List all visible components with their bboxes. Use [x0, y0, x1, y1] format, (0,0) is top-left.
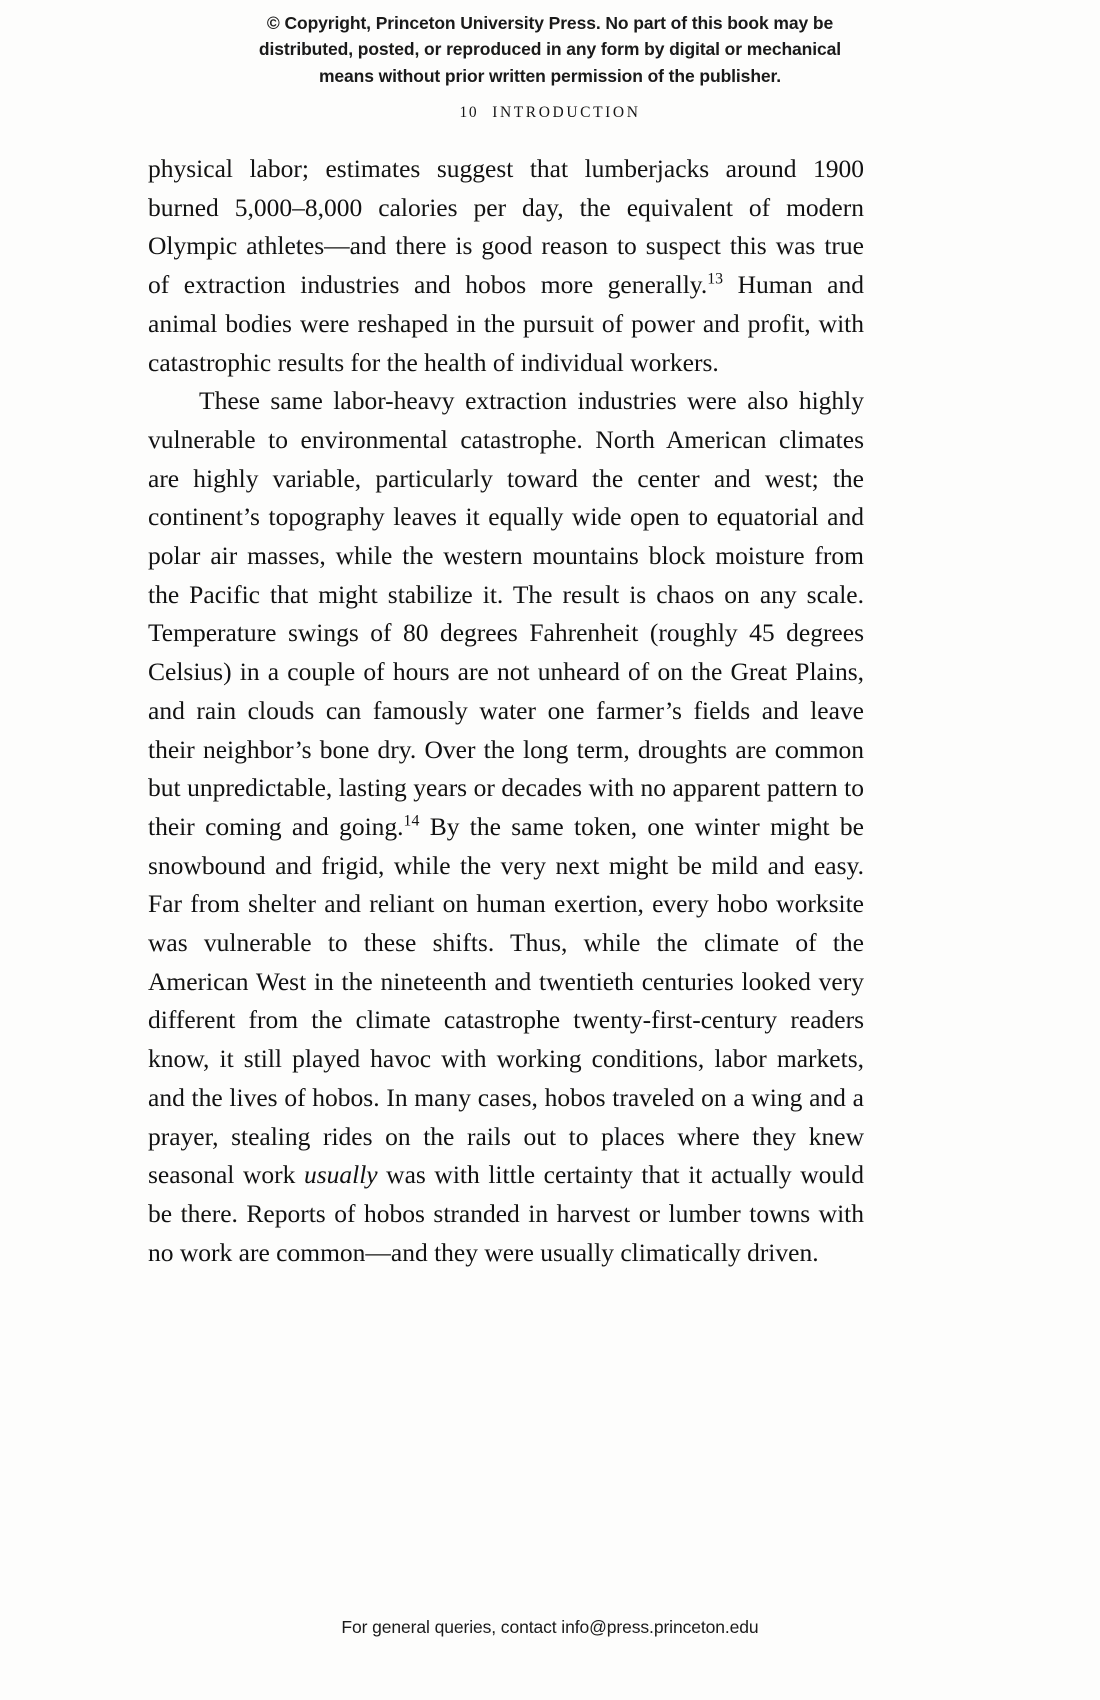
copyright-line-2: distributed, posted, or reproduced in any form by digital or mechanical	[258, 39, 842, 60]
copyright-line-1: © Copyright, Princeton University Press. No part of this book may be	[266, 13, 834, 33]
paragraph-second	[148, 382, 864, 1272]
running-head	[0, 104, 1100, 122]
paragraph-1-continued: Human and animal bodies were reshaped in the pursuit of power and profit, with catastrophic results for the health of individual workers.	[148, 270, 864, 377]
paragraph-2-emphasis: usually	[303, 1160, 378, 1190]
footnote-marker-13: 13	[707, 270, 724, 288]
chapter-title: INTRODUCTION	[492, 104, 641, 121]
paragraph-first	[148, 150, 864, 382]
paragraph-2-text-part-1: These same labor-heavy extraction industries were also highly vulnerable to environmental catastrophe. North American climates are highly variable, particularly toward the center and west; the continent’s topography leaves it equally wide open to equatorial and polar air masses, while the western mountains block moisture from the Pacific that might stabilize it. The result is chaos on any scale. Temperature swings of 80 degrees Fahrenheit (roughly 45 degrees Celsius) in a couple of hours are not unheard of on the Great Plains, and rain clouds can famously water one farmer’s fields and leave their neighbor’s bone dry. Over the long term, droughts are common but unpredictable, lasting years or decades with no apparent pattern to their coming and going.	[148, 386, 864, 841]
paragraph-1-text: physical labor; estimates suggest that lumberjacks around 1900 burned 5,000–8,000 calories per day, the equivalent of modern Olympic athletes—and there is good reason to suspect this was true of extraction industries and hobos more generally.	[148, 154, 864, 300]
body-text	[148, 150, 864, 1272]
page-number: 10	[459, 104, 479, 121]
footnote-marker-14: 14	[403, 812, 420, 830]
paragraph-2-text-part-2: By the same token, one winter might be snowbound and frigid, while the very next might be mild and easy. Far from shelter and reliant on human exertion, every hobo worksite was vulnerable to these shifts. Thus, while the climate of the American West in the nineteenth and twentieth centuries looked very different from the climate catastrophe twenty-first-century readers know, it still played havoc with working conditions, labor markets, and the lives of hobos. In many cases, hobos traveled on a wing and a prayer, stealing rides on the rails out to places where they knew seasonal work	[148, 811, 864, 1190]
copyright-line-3: means without prior written permission of the publisher.	[318, 65, 782, 86]
copyright-notice	[0, 10, 1100, 89]
paragraph-2-text-part-3: was with little certainty that it actually would be there. Reports of hobos stranded in harvest or lumber towns with no work are common—and they were usually climatically driven.	[148, 1160, 864, 1267]
footer-queries: For general queries, contact info@press.princeton.edu	[341, 1617, 759, 1637]
